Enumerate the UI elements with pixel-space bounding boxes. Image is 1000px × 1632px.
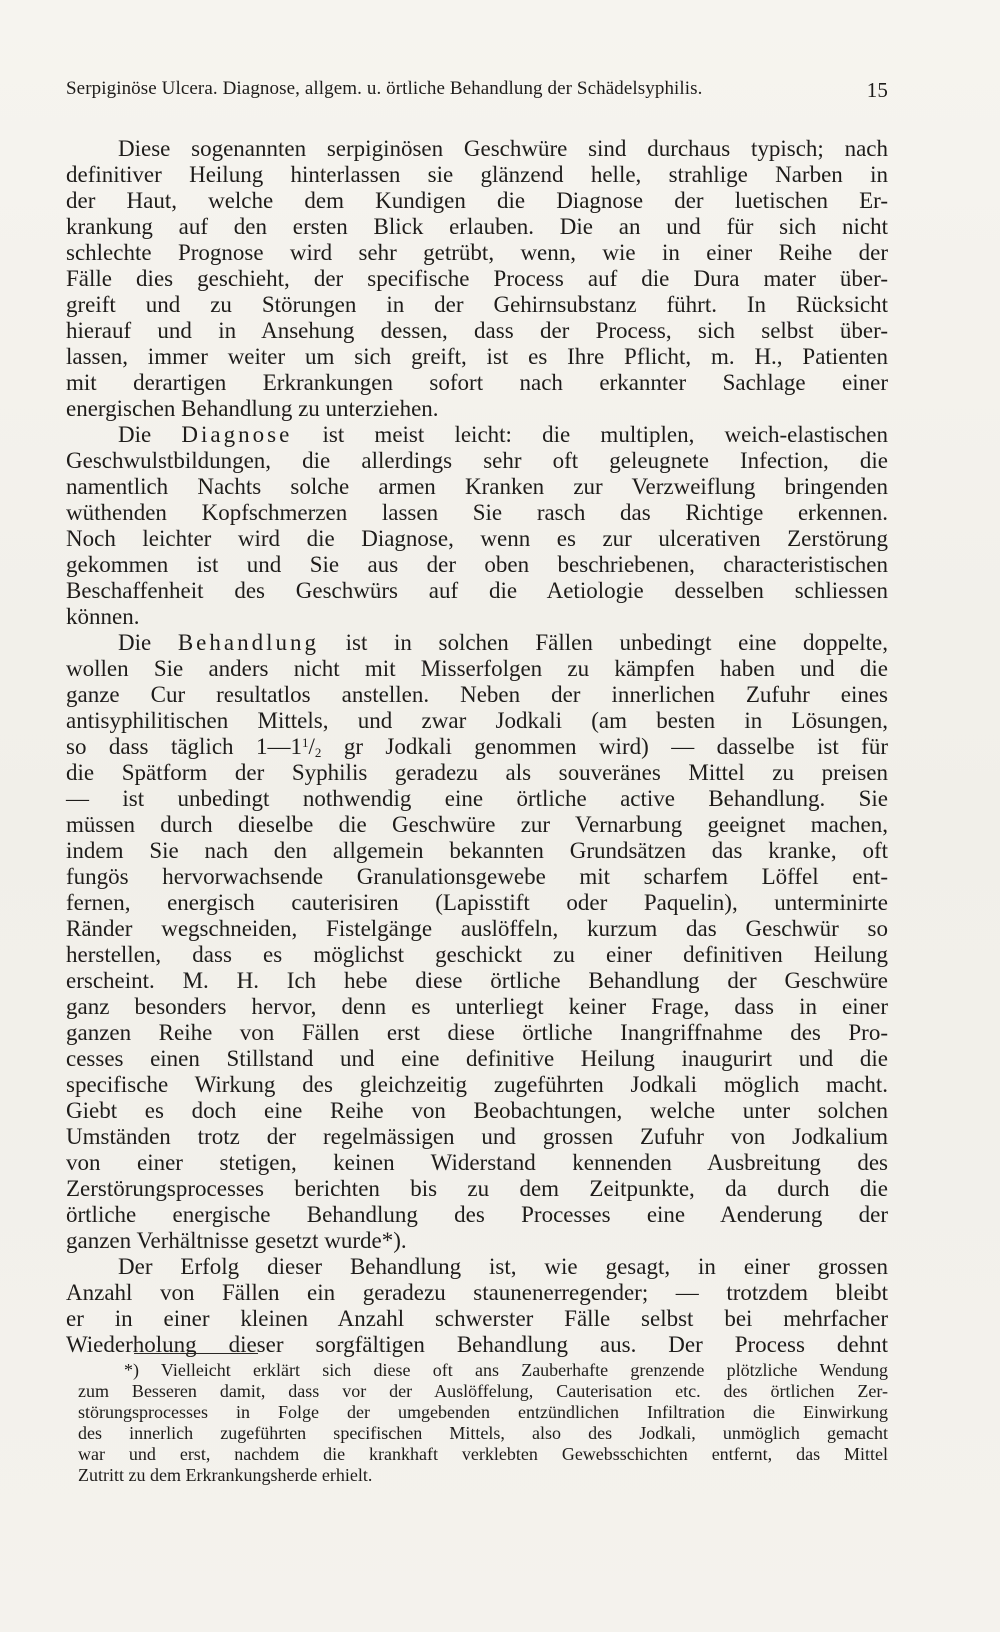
text-line: der Haut, welche dem Kundigen die Diagnose der luetischen Er- <box>66 188 888 213</box>
text-line: fernen, energisch cauterisiren (Lapisstift oder Paquelin), unterminirte <box>66 890 888 915</box>
text-line: müssen durch dieselbe die Geschwüre zur Vernarbung geeignet machen, <box>66 812 888 837</box>
footnote-block <box>78 1360 888 1486</box>
text-line: specifische Wirkung des gleichzeitig zugeführten Jodkali möglich macht. <box>66 1072 888 1097</box>
text-line: herstellen, dass es möglichst geschickt zu einer definitiven Heilung <box>66 942 888 967</box>
text-line: Ränder wegschneiden, Fistelgänge auslöffeln, kurzum das Geschwür so <box>66 916 888 941</box>
text-line: können. <box>66 604 140 629</box>
text-line: Fälle dies geschieht, der specifische Process auf die Dura mater über- <box>66 266 888 291</box>
page-number: 15 <box>866 78 888 102</box>
footnote-line: *) Vielleicht erklärt sich diese oft ans Zauberhafte grenzende plötzliche Wendung <box>124 1360 888 1380</box>
text-line: wollen Sie anders nicht mit Misserfolgen zu kämpfen haben und die <box>66 656 888 681</box>
text-line: ganzen Verhältnisse gesetzt wurde*). <box>66 1228 407 1253</box>
text-line: schlechte Prognose wird sehr getrübt, wenn, wie in einer Reihe der <box>66 240 888 265</box>
footnote-line: war und erst, nachdem die krankhaft verklebten Gewebsschichten entfernt, das Mittel <box>78 1444 888 1464</box>
text-line: Noch leichter wird die Diagnose, wenn es zur ulcerativen Zerstörung <box>66 526 888 551</box>
footnote-line: Zutritt zu dem Erkrankungsherde erhielt. <box>78 1465 373 1485</box>
text-line: hierauf und in Ansehung dessen, dass der Process, sich selbst über- <box>66 318 888 343</box>
word-die: Die <box>118 630 152 655</box>
text-line: von einer stetigen, keinen Widerstand kennenden Ausbreitung des <box>66 1150 888 1175</box>
text-line-fraction <box>66 734 888 760</box>
text-line-rest: gr Jodkali genommen wird) — dasselbe ist für <box>343 734 889 759</box>
text-line: fungös hervorwachsende Granulationsgewebe mit scharfem Löffel ent- <box>66 864 888 889</box>
text-line: — ist unbedingt nothwendig eine örtliche active Behandlung. Sie <box>66 786 888 811</box>
text-line: Umständen trotz der regelmässigen und grossen Zufuhr von Jodkalium <box>66 1124 888 1149</box>
text-line-start: so dass täglich 1—1 <box>66 734 302 759</box>
text-line: namentlich Nachts solche armen Kranken zur Verzweiflung bringenden <box>66 474 888 499</box>
text-line: indem Sie nach den allgemein bekannten Grundsätzen das kranke, oft <box>66 838 888 863</box>
text-line: wüthenden Kopfschmerzen lassen Sie rasch das Richtige erkennen. <box>66 500 888 525</box>
footnote-line: störungsprocesses in Folge der umgebenden entzündlichen Infiltration die Einwirkung <box>78 1402 888 1422</box>
text-line-diagnose <box>66 422 888 448</box>
text-line: krankung auf den ersten Blick erlauben. Die an und für sich nicht <box>66 214 888 239</box>
word-die: Die <box>118 422 152 447</box>
text-line-behandlung <box>66 630 888 656</box>
spaced-word-diagnose: Diagnose <box>181 422 293 447</box>
footnote-line: zum Besseren damit, dass vor der Auslöffelung, Cauterisation etc. des örtlichen Zer- <box>78 1381 888 1401</box>
text-line: Diese sogenannten serpiginösen Geschwüre sind durchaus typisch; nach <box>118 136 888 161</box>
text-line: Geschwulstbildungen, die allerdings sehr oft geleugnete Infection, die <box>66 448 888 473</box>
text-line: örtliche energische Behandlung des Processes eine Aenderung der <box>66 1202 888 1227</box>
text-line: ganz besonders hervor, denn es unterliegt keiner Frage, dass in einer <box>66 994 888 1019</box>
fraction-numerator: 1 <box>301 735 309 750</box>
text-line-rest: ist meist leicht: die multiplen, weich-elastischen <box>322 422 889 447</box>
text-line: erscheint. M. H. Ich hebe diese örtliche Behandlung der Geschwüre <box>66 968 888 993</box>
text-line-rest: ist in solchen Fällen unbedingt eine doppelte, <box>345 630 888 655</box>
text-line: greift und zu Störungen in der Gehirnsubstanz führt. In Rücksicht <box>66 292 888 317</box>
text-line: ganzen Reihe von Fällen erst diese örtliche Inangriffnahme des Pro- <box>66 1020 888 1045</box>
text-line: definitiver Heilung hinterlassen sie glänzend helle, strahlige Narben in <box>66 162 888 187</box>
spaced-word-behandlung: Behandlung <box>177 630 319 655</box>
text-line: cesses einen Stillstand und eine definitive Heilung inaugurirt und die <box>66 1046 888 1071</box>
fraction-slash: / <box>308 734 315 759</box>
text-line: ganze Cur resultatlos anstellen. Neben der innerlichen Zufuhr eines <box>66 682 888 707</box>
text-line: Wiederholung dieser sorgfältigen Behandlung aus. Der Process dehnt <box>66 1332 888 1357</box>
text-line: energischen Behandlung zu unterziehen. <box>66 396 439 421</box>
text-line: Zerstörungsprocesses berichten bis zu dem Zeitpunkte, da durch die <box>66 1176 888 1201</box>
text-line: gekommen ist und Sie aus der oben beschriebenen, characteristischen <box>66 552 888 577</box>
running-title: Serpiginöse Ulcera. Diagnose, allgem. u. örtliche Behandlung der Schädelsyphilis. <box>66 78 703 99</box>
text-line: mit derartigen Erkrankungen sofort nach erkannter Sachlage einer <box>66 370 888 395</box>
text-line: er in einer kleinen Anzahl schwerster Fälle selbst bei mehrfacher <box>66 1306 888 1331</box>
text-line: die Spätform der Syphilis geradezu als souveränes Mittel zu preisen <box>66 760 888 785</box>
fraction-denominator: 2 <box>314 745 322 760</box>
running-header <box>66 78 888 104</box>
footnote-line: des innerlich zugeführten specifischen Mittels, also des Jodkali, unmöglich gemacht <box>78 1423 888 1443</box>
text-line: Der Erfolg dieser Behandlung ist, wie gesagt, in einer grossen <box>118 1254 888 1279</box>
text-line: Beschaffenheit des Geschwürs auf die Aetiologie desselben schliessen <box>66 578 888 603</box>
footnote-divider <box>134 1353 258 1354</box>
text-line: antisyphilitischen Mittels, und zwar Jodkali (am besten in Lösungen, <box>66 708 888 733</box>
text-line: Anzahl von Fällen ein geradezu staunenerregender; — trotzdem bleibt <box>66 1280 888 1305</box>
text-line: lassen, immer weiter um sich greift, ist es Ihre Pflicht, m. H., Patienten <box>66 344 888 369</box>
text-line: Giebt es doch eine Reihe von Beobachtungen, welche unter solchen <box>66 1098 888 1123</box>
body-text <box>66 136 888 1358</box>
